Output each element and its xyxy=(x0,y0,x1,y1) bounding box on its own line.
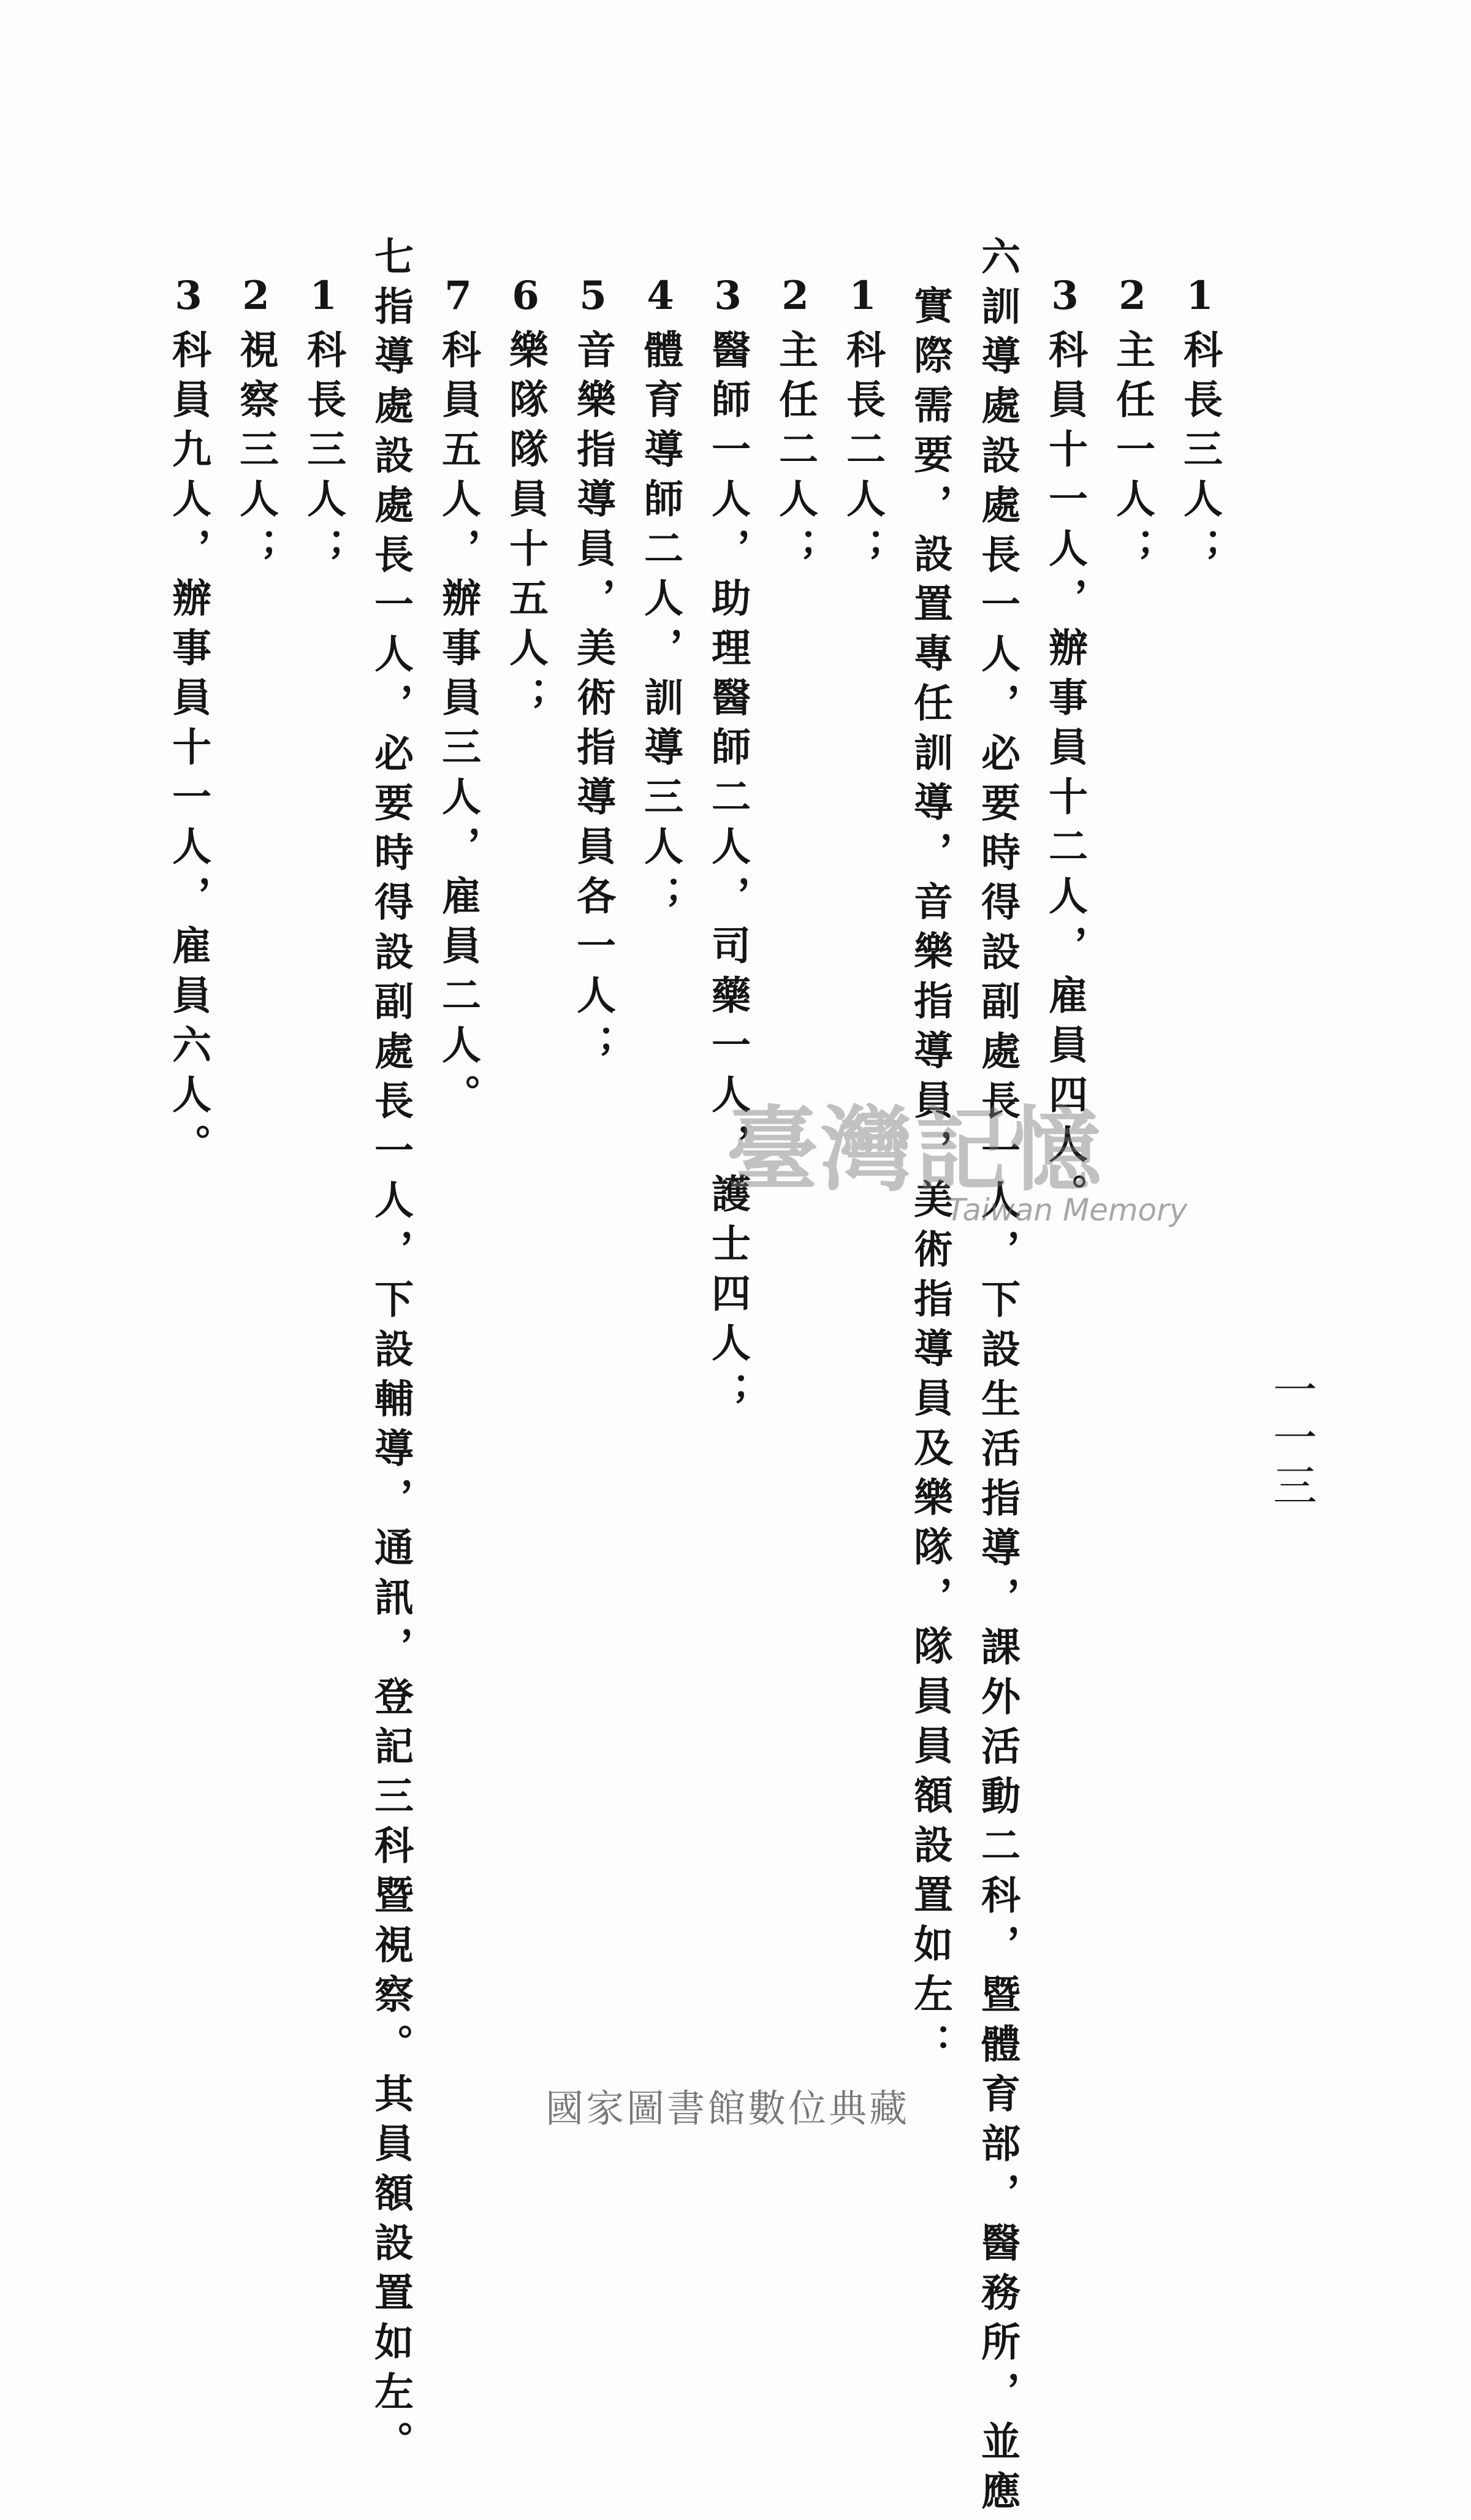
item-number: 5 xyxy=(570,273,616,329)
item-number: 7 xyxy=(435,273,481,329)
item-text: 醫師一人，助理醫師二人，司藥一人，護士四人； xyxy=(705,329,751,1422)
item-number: 1 xyxy=(1177,273,1223,329)
item-number: 3 xyxy=(1042,273,1088,329)
item-text: 體育導師二人，訓導三人； xyxy=(637,329,683,925)
item-text: 科員五人，辦事員三人，雇員二人。 xyxy=(435,329,481,1124)
item-number: 6 xyxy=(503,273,549,329)
item-text: 科長二人； xyxy=(840,329,886,577)
text-column xyxy=(772,273,818,577)
text-column xyxy=(975,236,1021,2520)
item-text: 主任二人； xyxy=(772,329,818,577)
text-column xyxy=(165,273,211,1173)
item-number: 2 xyxy=(1109,273,1155,329)
text-column xyxy=(435,273,481,1124)
watermark-subtitle: Taiwan Memory xyxy=(947,1192,1188,1228)
item-text: 主任一人； xyxy=(1109,329,1155,577)
section-number: 七 xyxy=(368,236,414,286)
item-text: 科長三人； xyxy=(300,329,346,577)
item-text: 指導處設處長一人，必要時得設副處長一人，下設輔導，通訊，登記三科暨視察。其員額設置如左。 xyxy=(368,286,414,2470)
text-column xyxy=(637,273,683,925)
section-number: 六 xyxy=(975,236,1021,286)
text-column xyxy=(233,273,279,577)
item-text: 音樂指導員，美術指導員各一人； xyxy=(570,329,616,1074)
text-column xyxy=(300,273,346,577)
text-column xyxy=(1177,273,1223,577)
text-column xyxy=(503,273,549,726)
item-text: 科員九人，辦事員十一人，雇員六人。 xyxy=(165,329,211,1173)
item-number: 2 xyxy=(772,273,818,329)
text-column xyxy=(570,273,616,1074)
item-number: 4 xyxy=(637,273,683,329)
item-number: 2 xyxy=(233,273,279,329)
item-number: 1 xyxy=(300,273,346,329)
item-text: 科員十一人，辦事員十二人，雇員四人。 xyxy=(1042,329,1088,1223)
item-text: 樂隊隊員十五人； xyxy=(503,329,549,726)
item-text: 實際需要，設置專任訓導，音樂指導員，美術指導員及樂隊，隊員員額設置如左： xyxy=(907,285,953,2073)
text-column xyxy=(840,273,886,577)
item-text: 訓導處設處長一人，必要時得設副處長一人，下設生活指導，課外活動二科，暨體育部，醫務所，並應 xyxy=(975,286,1021,2520)
item-text: 科長三人； xyxy=(1177,329,1223,577)
item-number: 3 xyxy=(165,273,211,329)
item-number: 3 xyxy=(705,273,751,329)
item-number: 1 xyxy=(840,273,886,329)
footer-caption: 國家圖書館數位典藏 xyxy=(545,2086,910,2131)
item-text: 視察三人； xyxy=(233,329,279,577)
page-number: 一一三 xyxy=(1266,1367,1317,1510)
watermark-title: 臺灣記憶 xyxy=(726,1096,1104,1204)
text-column xyxy=(368,236,414,2470)
text-column xyxy=(1109,273,1155,577)
text-column xyxy=(705,273,751,1422)
